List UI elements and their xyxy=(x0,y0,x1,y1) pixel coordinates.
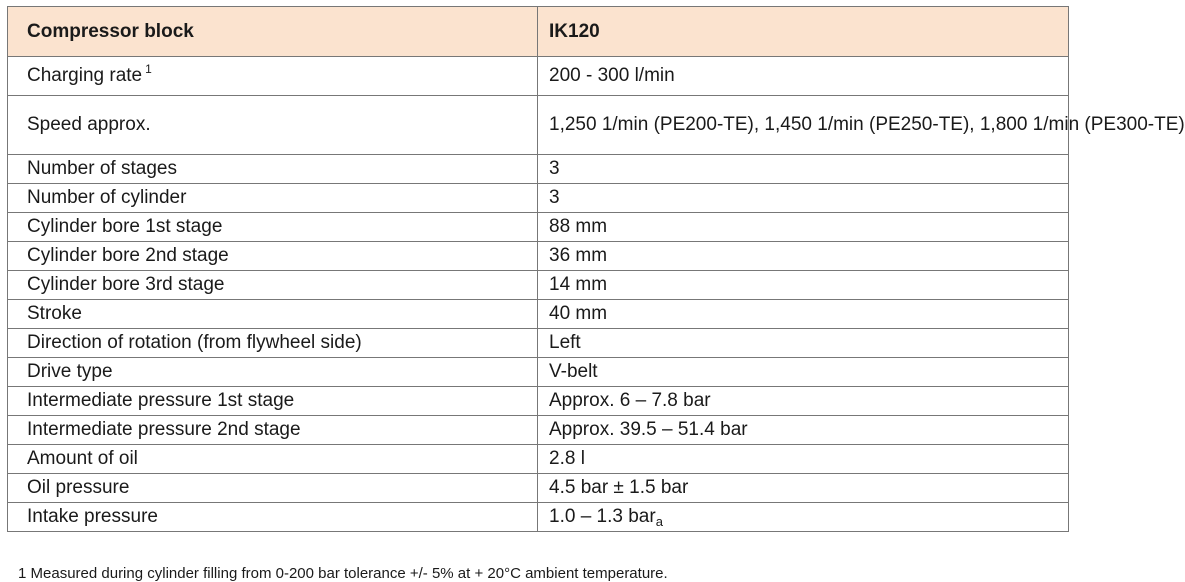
row-value: Left xyxy=(538,329,1069,358)
charging-rate-label: Charging rate xyxy=(27,65,143,86)
table-row xyxy=(8,242,1069,271)
table-row xyxy=(8,329,1069,358)
header-model: IK120 xyxy=(538,7,1069,57)
row-label xyxy=(8,57,538,96)
footnote-marker: 1 xyxy=(145,62,152,76)
row-value: 88 mm xyxy=(538,213,1069,242)
table-row xyxy=(8,271,1069,300)
footnote: 1 Measured during cylinder filling from 0-200 bar tolerance +/- 5% at + 20°C ambient temperature. xyxy=(18,565,668,582)
table-row xyxy=(8,445,1069,474)
intake-pressure-value: 1.0 – 1.3 bar xyxy=(549,506,656,527)
row-value: 14 mm xyxy=(538,271,1069,300)
row-value: 3 xyxy=(538,155,1069,184)
table-row xyxy=(8,57,1069,96)
row-value: 36 mm xyxy=(538,242,1069,271)
row-value: 1,250 1/min (PE200-TE), 1,450 1/min (PE250-TE), 1,800 1/min (PE300-TE) xyxy=(538,96,1069,155)
row-value: 3 xyxy=(538,184,1069,213)
row-label: Intermediate pressure 2nd stage xyxy=(8,416,538,445)
row-value: 200 - 300 l/min xyxy=(538,57,1069,96)
row-label: Direction of rotation (from flywheel side) xyxy=(8,329,538,358)
table-row xyxy=(8,300,1069,329)
row-label: Amount of oil xyxy=(8,445,538,474)
row-label: Intake pressure xyxy=(8,503,538,532)
table-row xyxy=(8,155,1069,184)
row-value xyxy=(538,503,1069,532)
row-label: Drive type xyxy=(8,358,538,387)
row-value: 2.8 l xyxy=(538,445,1069,474)
row-label: Speed approx. xyxy=(8,96,538,155)
table-row xyxy=(8,358,1069,387)
row-value: Approx. 39.5 – 51.4 bar xyxy=(538,416,1069,445)
row-label: Intermediate pressure 1st stage xyxy=(8,387,538,416)
table-row xyxy=(8,213,1069,242)
table-row xyxy=(8,387,1069,416)
table-row xyxy=(8,416,1069,445)
row-value: 40 mm xyxy=(538,300,1069,329)
spec-table xyxy=(7,6,1185,532)
row-value: Approx. 6 – 7.8 bar xyxy=(538,387,1069,416)
table-row xyxy=(8,503,1069,532)
row-label: Cylinder bore 1st stage xyxy=(8,213,538,242)
absolute-subscript: a xyxy=(655,514,663,529)
row-label: Number of cylinder xyxy=(8,184,538,213)
table-header-row xyxy=(8,7,1069,57)
row-value: 4.5 bar ± 1.5 bar xyxy=(538,474,1069,503)
table-row xyxy=(8,96,1069,155)
table-row xyxy=(8,474,1069,503)
row-label: Cylinder bore 2nd stage xyxy=(8,242,538,271)
row-label: Oil pressure xyxy=(8,474,538,503)
row-label: Cylinder bore 3rd stage xyxy=(8,271,538,300)
header-compressor-block: Compressor block xyxy=(8,7,538,57)
row-label: Stroke xyxy=(8,300,538,329)
row-label: Number of stages xyxy=(8,155,538,184)
table-row xyxy=(8,184,1069,213)
row-value: V-belt xyxy=(538,358,1069,387)
